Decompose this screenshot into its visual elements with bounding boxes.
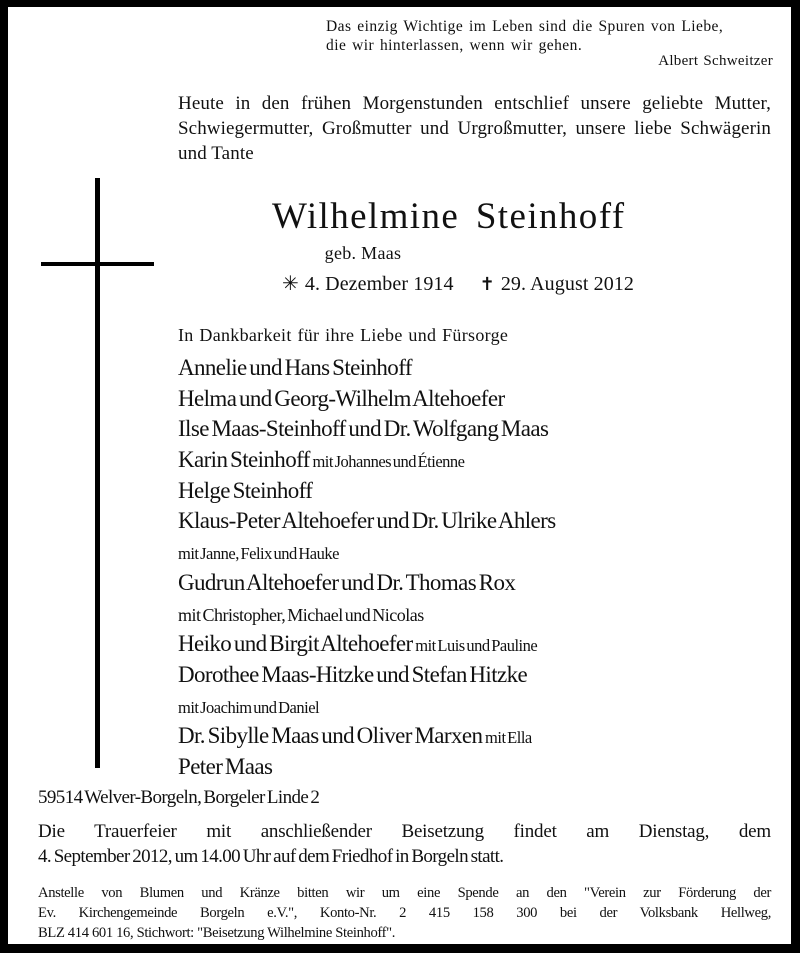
- maiden-name: geb. Maas: [324, 243, 402, 263]
- list-item: Heiko und Birgit Altehoefer mit Luis und Pauline: [178, 631, 538, 657]
- list-item: Helge Steinhoff: [178, 477, 313, 503]
- ceremony-line: 4. September 2012, um 14.00 Uhr auf dem Friedhof in Borgeln statt.: [38, 846, 504, 867]
- list-item: Dorothee Maas-Hitzke und Stefan Hitzke: [178, 661, 528, 687]
- birth-star-icon: ✳: [282, 271, 299, 295]
- death-date: 29. August 2012: [500, 273, 635, 295]
- quote: [326, 17, 723, 55]
- quote-author: Albert Schweitzer: [658, 53, 773, 69]
- family-list: [178, 353, 556, 783]
- donation-info: [38, 883, 771, 943]
- thanks-line: In Dankbarkeit für ihre Liebe und Fürsorge: [178, 325, 509, 345]
- list-item: Ilse Maas-Steinhoff und Dr. Wolfgang Maas: [178, 416, 549, 442]
- list-item: Dr. Sibylle Maas und Oliver Marxen mit Ella: [178, 723, 532, 749]
- ceremony-info: [38, 819, 771, 869]
- donation-line: Ev. Kirchengemeinde Borgeln e.V.", Konto-Nr. 2 415 158 300 bei der Volksbank Hellweg,: [38, 905, 771, 921]
- list-item: Klaus-Peter Altehoefer und Dr. Ulrike Ahlers: [178, 508, 556, 534]
- death-cross-icon: ✝: [479, 274, 495, 295]
- donation-line: BLZ 414 601 16, Stichwort: "Beisetzung Wilhelmine Steinhoff".: [38, 925, 396, 941]
- list-item: Karin Steinhoff mit Johannes und Étienne: [178, 447, 465, 473]
- list-item: Annelie und Hans Steinhoff: [178, 355, 412, 380]
- cross-vertical-bar: [95, 178, 100, 768]
- deceased-name: Wilhelmine Steinhoff: [272, 196, 626, 237]
- address: 59514 Welver-Borgeln, Borgeler Linde 2: [38, 787, 320, 808]
- list-item: Gudrun Altehoefer und Dr. Thomas Rox: [178, 569, 516, 595]
- birth-date: 4. Dezember 1914: [304, 273, 454, 295]
- quote-line: die wir hinterlassen, wenn wir gehen.: [326, 37, 583, 54]
- list-item: Helma und Georg-Wilhelm Altehoefer: [178, 385, 505, 411]
- list-item: Peter Maas: [178, 753, 273, 779]
- quote-line: Das einzig Wichtige im Leben sind die Spuren von Liebe,: [326, 18, 724, 35]
- life-dates: [282, 271, 634, 296]
- list-item: mit Christopher, Michael und Nicolas: [178, 604, 424, 625]
- list-item: mit Janne, Felix und Hauke: [178, 544, 339, 564]
- obituary-notice: [8, 7, 791, 944]
- donation-line: Anstelle von Blumen und Kränze bitten wir um eine Spende an den "Verein zur Förderung der: [38, 885, 771, 901]
- list-item: mit Joachim und Daniel: [178, 697, 320, 717]
- ceremony-line: Die Trauerfeier mit anschließender Beisetzung findet am Dienstag, dem: [38, 821, 771, 842]
- intro-text: Heute in den frühen Morgenstunden entschlief unsere geliebte Mutter, Schwiegermutter, Großmutter und Urgroßmutter, unsere liebe Schwägerin und Tante: [178, 93, 771, 164]
